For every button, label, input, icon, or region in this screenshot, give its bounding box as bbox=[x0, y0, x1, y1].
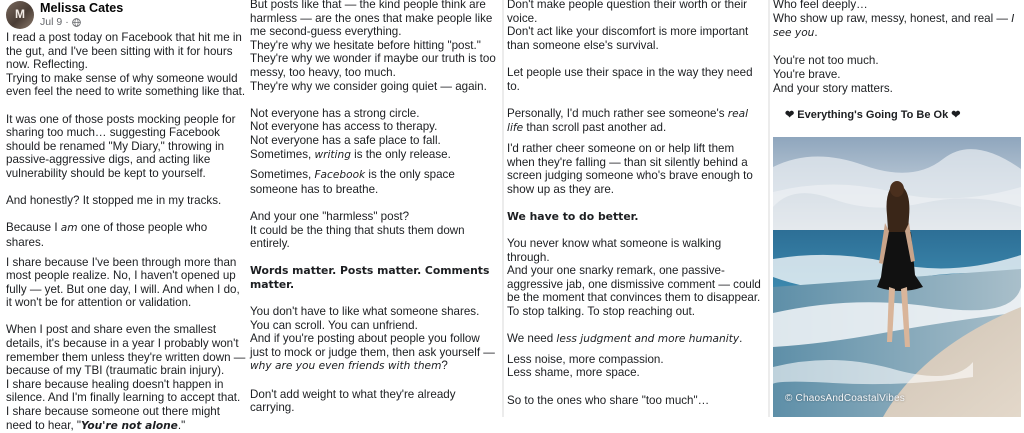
text-line: They're why we wonder if maybe our truth is too messy, too heavy, too much. bbox=[250, 52, 496, 79]
paragraph bbox=[507, 210, 762, 224]
author-name[interactable]: Melissa Cates bbox=[40, 1, 124, 15]
paragraph bbox=[773, 54, 1020, 95]
date-separator: · bbox=[65, 16, 69, 28]
text-run: Sometimes, bbox=[250, 168, 315, 182]
emphasis: real life bbox=[507, 107, 749, 135]
bold-statement: We have to do better. bbox=[507, 209, 639, 223]
paragraph bbox=[6, 221, 246, 249]
paragraph bbox=[250, 332, 496, 374]
text-run: is the only space someone has to breathe. bbox=[250, 168, 455, 196]
paragraph bbox=[6, 405, 246, 433]
paragraph: So to the ones who share "too much"… bbox=[507, 393, 710, 407]
text-line: Who feel deeply… bbox=[773, 0, 868, 11]
text-run: I share because someone out there might need to hear, " bbox=[6, 405, 220, 432]
paragraph: Let people use their space in the way they need to. bbox=[507, 65, 753, 93]
paragraph bbox=[250, 168, 496, 196]
post-column-1 bbox=[0, 0, 250, 432]
text-line: You're not too much. bbox=[773, 54, 879, 68]
text-line bbox=[773, 12, 1020, 41]
text-line: And your one snarky remark, one passive-aggressive jab, one dismissive comment — could be the moment that convinces them to disappear. To stop talking. To stop reaching out. bbox=[507, 264, 761, 319]
avatar[interactable] bbox=[6, 1, 34, 29]
text-line: And your story matters. bbox=[773, 81, 893, 95]
emphasis: You're not alone bbox=[81, 419, 178, 432]
post-column-2 bbox=[248, 0, 500, 417]
text-line: I read a post today on Facebook that hit me in the gut, and I've been sitting with it for hours now. Reflecting. bbox=[6, 31, 242, 72]
text-run: And if you're posting about people you follow just to mock or judge them, then ask yourself — bbox=[250, 332, 495, 359]
paragraph bbox=[507, 0, 762, 52]
bold-statement: Words matter. Posts matter. Comments matter. bbox=[250, 264, 490, 291]
paragraph bbox=[507, 332, 762, 347]
post-date[interactable]: Jul 9 bbox=[40, 16, 63, 28]
text-run: one of those people who shares. bbox=[6, 221, 208, 249]
text-run: than scroll past another ad. bbox=[523, 121, 667, 135]
post-meta bbox=[40, 16, 123, 28]
globe-icon bbox=[72, 18, 81, 27]
paragraph bbox=[6, 31, 246, 99]
post-header bbox=[6, 0, 246, 30]
paragraph bbox=[250, 305, 496, 332]
paragraph bbox=[250, 148, 496, 163]
text-line: But posts like that — the kind people think are harmless — are the ones that make people like me second-guess everything. bbox=[250, 0, 493, 39]
text-line: It could be the thing that shuts them down entirely. bbox=[250, 223, 465, 251]
paragraph bbox=[250, 264, 496, 291]
emphasis: am bbox=[60, 222, 78, 235]
text-line: You never know what someone is walking through. bbox=[507, 237, 722, 264]
paragraph bbox=[507, 107, 762, 136]
text-line: They're why we consider going quiet — again. bbox=[250, 79, 487, 93]
text-line: Not everyone has a safe place to fall. bbox=[250, 133, 441, 147]
text-run: ? bbox=[441, 359, 448, 373]
text-run: . bbox=[739, 332, 743, 346]
text-line: You can scroll. You can unfriend. bbox=[250, 318, 418, 332]
paragraph bbox=[250, 210, 496, 251]
text-line: You don't have to like what someone shares. bbox=[250, 305, 480, 319]
paragraph: And honestly? It stopped me in my tracks. bbox=[6, 194, 222, 208]
emphasis: why are you even friends with them bbox=[250, 360, 442, 373]
text-run: Who show up raw, messy, honest, and real — bbox=[773, 11, 1012, 25]
photo-heading: ❤ Everything's Going To Be Ok ❤ bbox=[785, 109, 961, 122]
emphasis: less judgment and more humanity bbox=[556, 333, 740, 346]
paragraph: Don't add weight to what they're already carrying. bbox=[250, 387, 456, 415]
text-run: is the only release. bbox=[350, 147, 451, 161]
photo-watermark: © ChaosAndCoastalVibes bbox=[785, 393, 905, 404]
paragraph bbox=[507, 237, 762, 319]
text-line: And your one "harmless" post? bbox=[250, 209, 410, 223]
paragraph: It was one of those posts mocking people for sharing too much… suggesting Facebook should be renamed "My Diary," throwing in passive-aggressive digs, and acting like vulnerability should be kept to yourself. bbox=[6, 112, 236, 180]
paragraph bbox=[507, 353, 762, 380]
paragraph bbox=[250, 107, 496, 148]
text-run: Because I bbox=[6, 221, 61, 235]
text-line: Less noise, more compassion. bbox=[507, 352, 664, 366]
paragraph bbox=[773, 0, 1020, 41]
paragraph bbox=[250, 0, 496, 93]
paragraph: I share because I've been through more than most people realize. No, I haven't opened up fully — yet. But one day, I will. And when I do, it won't be for attention or validation. bbox=[6, 255, 240, 310]
text-run: We need bbox=[507, 332, 557, 346]
emphasis: writing bbox=[314, 148, 351, 161]
beach-scene-image bbox=[773, 137, 1021, 417]
text-run: Sometimes, bbox=[250, 147, 315, 161]
text-line: Don't make people question their worth or their voice. bbox=[507, 0, 748, 25]
post-column-3 bbox=[504, 0, 766, 417]
emphasis: Facebook bbox=[314, 169, 366, 182]
text-run: ." bbox=[177, 418, 186, 432]
emphasis: I see you bbox=[773, 12, 1015, 40]
text-line: Less shame, more space. bbox=[507, 366, 640, 380]
text-line: You're brave. bbox=[773, 67, 841, 81]
text-run: . bbox=[814, 26, 818, 40]
paragraph: When I post and share even the smallest details, it's because in a year I probably won't remember them unless they're written down — because of my TBI (traumatic brain injury). bbox=[6, 323, 246, 378]
text-run: Personally, I'd much rather see someone's bbox=[507, 106, 728, 120]
avatar-initial: M bbox=[15, 7, 25, 22]
text-line: Trying to make sense of why someone would even feel the need to write something like that. bbox=[6, 71, 246, 99]
text-line: Not everyone has access to therapy. bbox=[250, 120, 438, 134]
text-line: Don't act like your discomfort is more important than someone else's survival. bbox=[507, 25, 749, 52]
text-line: Not everyone has a strong circle. bbox=[250, 106, 420, 120]
beach-photo[interactable] bbox=[773, 137, 1021, 417]
post-column-4 bbox=[770, 0, 1024, 417]
paragraph: I share because healing doesn't happen in silence. And I'm finally learning to accept that. bbox=[6, 377, 241, 405]
paragraph: I'd rather cheer someone on or help lift them when they're falling — than sit silently behind a screen judging someone who's brave enough to show up as they are. bbox=[507, 141, 753, 196]
text-line: They're why we hesitate before hitting "post." bbox=[250, 38, 481, 52]
